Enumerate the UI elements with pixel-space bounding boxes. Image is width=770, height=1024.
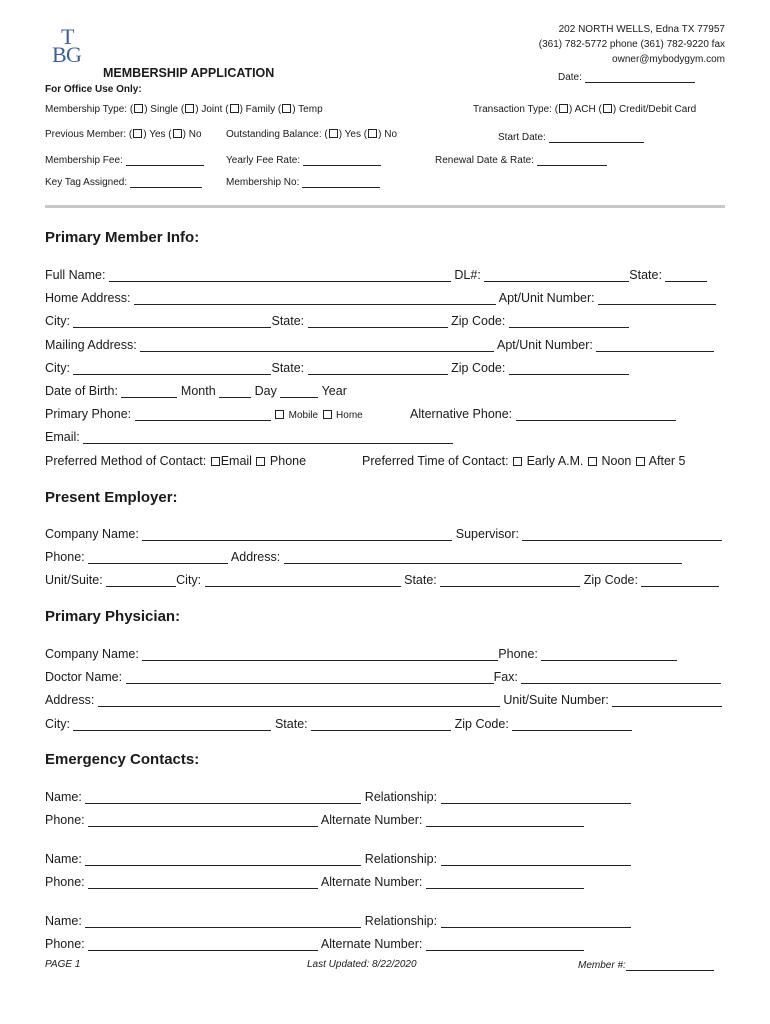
dl-state-input[interactable]	[665, 268, 707, 282]
checkbox-mobile[interactable]	[275, 410, 284, 419]
checkbox-time-after5[interactable]	[636, 457, 645, 466]
primary-phone-row: Primary Phone: Mobile Home	[45, 407, 363, 421]
home-zip-input[interactable]	[509, 314, 629, 328]
emergency-3-name-row: Name: Relationship:	[45, 914, 631, 928]
last-updated: Last Updated: 8/22/2020	[307, 959, 417, 970]
employer-company-input[interactable]	[142, 527, 452, 541]
checkbox-temp[interactable]	[282, 104, 291, 113]
emergency-2-name-input[interactable]	[85, 852, 361, 866]
physician-zip-input[interactable]	[512, 717, 632, 731]
emergency-1-name-row: Name: Relationship:	[45, 790, 631, 804]
transaction-type-row: Transaction Type: ( ) ACH ( ) Credit/Debit Card	[473, 104, 697, 115]
dob-day-input[interactable]	[219, 384, 251, 398]
physician-phone-input[interactable]	[541, 647, 677, 661]
emergency-3-relationship-input[interactable]	[441, 914, 631, 928]
physician-fax-input[interactable]	[521, 670, 721, 684]
emergency-1-relationship-input[interactable]	[441, 790, 631, 804]
form-title: MEMBERSHIP APPLICATION	[103, 66, 275, 80]
physician-unit-input[interactable]	[612, 693, 722, 707]
checkbox-family[interactable]	[230, 104, 239, 113]
logo-letter-g: G	[66, 42, 82, 67]
date-field[interactable]	[558, 69, 695, 83]
employer-unit-input[interactable]	[106, 573, 176, 587]
office-use-label: For Office Use Only:	[45, 84, 142, 95]
employer-phone-row: Phone: Address:	[45, 550, 682, 564]
mailing-city-input[interactable]	[73, 361, 271, 375]
emergency-1-phone-input[interactable]	[88, 813, 318, 827]
home-city-input[interactable]	[73, 314, 271, 328]
start-date-field[interactable]: Start Date:	[498, 129, 644, 143]
emergency-3-phone-row: Phone: Alternate Number:	[45, 937, 584, 951]
mailing-zip-input[interactable]	[509, 361, 629, 375]
physician-address-input[interactable]	[98, 693, 500, 707]
renewal-field[interactable]: Renewal Date & Rate:	[435, 152, 607, 166]
logo-letter-b: B	[52, 42, 67, 67]
checkbox-single[interactable]	[134, 104, 143, 113]
email-line: owner@mybodygym.com	[612, 54, 725, 65]
membership-no-field[interactable]: Membership No:	[226, 174, 380, 188]
emergency-2-phone-row: Phone: Alternate Number:	[45, 875, 584, 889]
physician-state-input[interactable]	[311, 717, 451, 731]
full-name-input[interactable]	[109, 268, 451, 282]
dob-year-input[interactable]	[280, 384, 318, 398]
mailing-city-row: City: State: Zip Code:	[45, 361, 629, 375]
logo	[52, 24, 86, 68]
address-line: 202 NORTH WELLS, Edna TX 77957	[558, 24, 725, 35]
primary-phone-input[interactable]	[135, 407, 271, 421]
primary-member-heading: Primary Member Info:	[45, 229, 200, 246]
supervisor-input[interactable]	[522, 527, 722, 541]
alt-phone-input[interactable]	[516, 407, 676, 421]
dob-row: Date of Birth: Month Day Year	[45, 384, 347, 398]
doctor-name-input[interactable]	[126, 670, 494, 684]
checkbox-joint[interactable]	[185, 104, 194, 113]
emergency-3-name-input[interactable]	[85, 914, 361, 928]
home-address-row: Home Address: Apt/Unit Number:	[45, 291, 716, 305]
emergency-2-phone-input[interactable]	[88, 875, 318, 889]
preferred-time-row: Preferred Time of Contact: Early A.M. Noon After 5	[362, 454, 686, 468]
membership-fee-field[interactable]: Membership Fee:	[45, 152, 204, 166]
mailing-address-input[interactable]	[140, 338, 494, 352]
dob-month-input[interactable]	[121, 384, 177, 398]
dl-input[interactable]	[484, 268, 629, 282]
previous-member-row: Previous Member: ( ) Yes ( ) No	[45, 129, 202, 140]
key-tag-field[interactable]: Key Tag Assigned:	[45, 174, 202, 188]
physician-address-row: Address: Unit/Suite Number:	[45, 693, 722, 707]
emergency-1-name-input[interactable]	[85, 790, 361, 804]
physician-company-row: Company Name: Phone:	[45, 647, 677, 661]
page-number: PAGE 1	[45, 959, 81, 970]
section-divider	[45, 205, 725, 208]
employer-phone-input[interactable]	[88, 550, 228, 564]
mailing-state-input[interactable]	[308, 361, 448, 375]
home-city-row: City: State: Zip Code:	[45, 314, 629, 328]
checkbox-time-early[interactable]	[513, 457, 522, 466]
checkbox-time-noon[interactable]	[588, 457, 597, 466]
checkbox-home[interactable]	[323, 410, 332, 419]
checkbox-ach[interactable]	[559, 104, 568, 113]
alt-phone-row: Alternative Phone:	[410, 407, 676, 421]
email-input[interactable]	[83, 430, 453, 444]
physician-company-input[interactable]	[142, 647, 498, 661]
preferred-method-row: Preferred Method of Contact: Email Phone	[45, 454, 307, 468]
membership-type-row: Membership Type: ( ) Single ( ) Joint ( ) Family ( ) Temp	[45, 104, 323, 115]
emergency-3-phone-input[interactable]	[88, 937, 318, 951]
member-number-field[interactable]: Member #:	[578, 959, 714, 971]
emergency-heading: Emergency Contacts:	[45, 751, 200, 768]
employer-city-input[interactable]	[205, 573, 401, 587]
emergency-2-relationship-input[interactable]	[441, 852, 631, 866]
mailing-apt-input[interactable]	[596, 338, 714, 352]
date-label: Date:	[558, 72, 582, 83]
outstanding-balance-row: Outstanding Balance: ( ) Yes ( ) No	[226, 129, 398, 140]
employer-address-input[interactable]	[284, 550, 682, 564]
employer-heading: Present Employer:	[45, 489, 178, 506]
physician-city-input[interactable]	[73, 717, 271, 731]
home-state-input[interactable]	[308, 314, 448, 328]
checkbox-card[interactable]	[603, 104, 612, 113]
checkbox-contact-email[interactable]	[211, 457, 220, 466]
checkbox-prev-yes[interactable]	[133, 129, 142, 138]
home-address-input[interactable]	[134, 291, 496, 305]
checkbox-prev-no[interactable]	[173, 129, 182, 138]
emergency-1-phone-row: Phone: Alternate Number:	[45, 813, 584, 827]
employer-state-input[interactable]	[440, 573, 580, 587]
employer-zip-input[interactable]	[641, 573, 719, 587]
physician-city-row: City: State: Zip Code:	[45, 717, 632, 731]
email-row: Email:	[45, 430, 453, 444]
emergency-2-alternate-input[interactable]	[426, 875, 584, 889]
emergency-3-alternate-input[interactable]	[426, 937, 584, 951]
physician-heading: Primary Physician:	[45, 608, 181, 625]
home-apt-input[interactable]	[598, 291, 716, 305]
emergency-1-alternate-input[interactable]	[426, 813, 584, 827]
checkbox-balance-yes[interactable]	[329, 129, 338, 138]
logo-letter-t: T	[61, 24, 75, 49]
emergency-2-name-row: Name: Relationship:	[45, 852, 631, 866]
mailing-address-row: Mailing Address: Apt/Unit Number:	[45, 338, 714, 352]
checkbox-balance-no[interactable]	[368, 129, 377, 138]
checkbox-contact-phone[interactable]	[256, 457, 265, 466]
full-name-row: Full Name: DL#: State:	[45, 268, 707, 282]
yearly-fee-field[interactable]: Yearly Fee Rate:	[226, 152, 381, 166]
doctor-name-row: Doctor Name: Fax:	[45, 670, 721, 684]
employer-city-row: Unit/Suite: City: State: Zip Code:	[45, 573, 719, 587]
contact-block	[539, 22, 725, 67]
phone-fax-line: (361) 782-5772 phone (361) 782-9220 fax	[538, 39, 725, 50]
employer-company-row: Company Name: Supervisor:	[45, 527, 722, 541]
